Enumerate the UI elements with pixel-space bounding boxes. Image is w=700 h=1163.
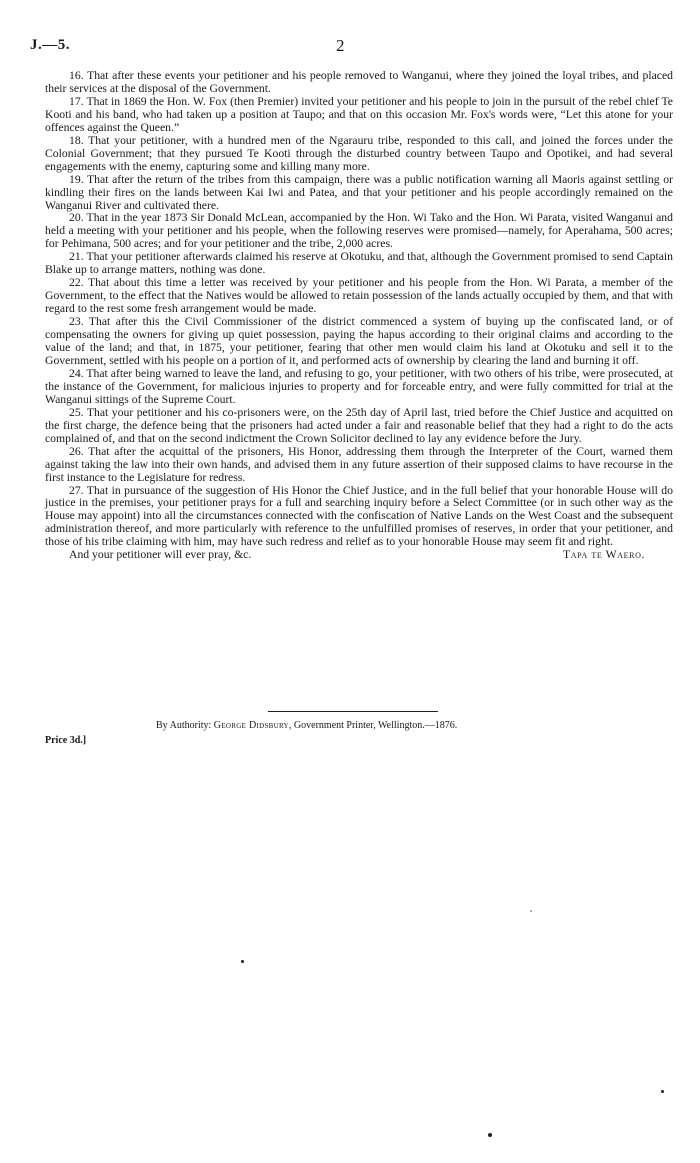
- scan-speck: [661, 1090, 664, 1093]
- paragraph: 24. That after being warned to leave the land, and refusing to go, your petitioner, with two others of his tribe, were prosecuted, at the instance of the Government, for malicious injuries to property and for forceable entry, and were fully committed for trial at the Wanganui sittings of the Supreme Court.: [45, 366, 673, 406]
- printer-imprint: [156, 720, 457, 731]
- paragraph: 23. That after this the Civil Commissioner of the district commenced a system of buying up the confiscated land, or of compensating the owners for giving up quiet possession, paying the hapus according to their original claims and according to the value of the land; and that, in 1875, your petitioner, fearing that other men would claim his land at Okotuku and sell it to the Government, settled with his people on a portion of it, and performed acts of ownership by clearing the land and burning it off.: [45, 315, 673, 367]
- paragraph: 19. That after the return of the tribes from this campaign, there was a public notification warning all Maoris against settling or kindling their fires on the lands between Kai Iwi and Patea, and that your petitioner and his people accordingly remained on the Wanganui River and cultivated there.: [45, 172, 673, 212]
- paragraph: 27. That in pursuance of the suggestion of His Honor the Chief Justice, and in the full belief that your honorable House will do justice in the premises, your petitioner prays for a full and searching inquiry before a Select Committee (or in such other way as the House may appoint) into all the circumstances connected with the confiscation of Native Lands on the West Coast and the subsequent administration thereof, and more particularly with reference to the unfulfilled promises of reserves, in order that your petitioner, and those of his tribe claiming with him, may have such redress and relief as to your honorable House may seem fit and right.: [45, 483, 673, 549]
- paragraph: 17. That in 1869 the Hon. W. Fox (then Premier) invited your petitioner and his people to join in the pursuit of the rebel chief Te Kooti and his band, who had taken up a position at Taupo; and that on this occasion Mr. Fox's words were, “Let this atone for your offences against the Queen.”: [45, 94, 673, 134]
- closing-line: [45, 549, 673, 562]
- price-label: Price 3d.]: [45, 735, 87, 746]
- divider-rule: [268, 711, 438, 712]
- paragraph: 21. That your petitioner afterwards claimed his reserve at Okotuku, and that, although the Government promised to send Captain Blake up to arrange matters, nothing was done.: [45, 250, 673, 277]
- paragraph: 20. That in the year 1873 Sir Donald McLean, accompanied by the Hon. Wi Tako and the Hon. Wi Parata, visited Wanganui and held a meeting with your petitioner and his people, when the following reserves were promised—namely, for Aperahama, 500 acres; for Pehimana, 500 acres; and for your petitioner and the tribe, 2,000 acres.: [45, 211, 673, 251]
- paragraph: 18. That your petitioner, with a hundred men of the Ngarauru tribe, responded to this call, and joined the forces under the Colonial Government; that they pursued Te Kooti through the disturbed country between Taupo and Opotikei, and had several engagements with the enemy, capturing some and killing many more.: [45, 133, 673, 173]
- imprint-prefix: By Authority:: [156, 720, 212, 731]
- report-reference: J.—5.: [30, 37, 70, 53]
- petition-body: [45, 70, 673, 562]
- paragraph: 22. That about this time a letter was received by your petitioner and his people from the Hon. Wi Parata, a member of the Government, to the effect that the Natives would be allowed to retain possession of the lands actually occupied by them, and that with regard to the rest some fresh arrangement would be made.: [45, 276, 673, 316]
- signature: Tapa te Waero.: [563, 548, 645, 562]
- scan-speck: [241, 960, 244, 963]
- paragraph: 16. That after these events your petitioner and his people removed to Wanganui, where they joined the loyal tribes, and placed their services at the disposal of the Government.: [45, 69, 673, 95]
- imprint-suffix: , Government Printer, Wellington.—1876.: [288, 720, 458, 731]
- paragraph: 25. That your petitioner and his co-prisoners were, on the 25th day of April last, tried before the Chief Justice and acquitted on the first charge, the defence being that the prisoners had acted under a fair and reasonable belief that they had a right to do the acts complained of, and that on the second indictment the Crown Solicitor declined to lay any evidence before the Jury.: [45, 405, 673, 445]
- paragraph: 26. That after the acquittal of the prisoners, His Honor, addressing them through the Interpreter of the Court, warned them against taking the law into their own hands, and advised them in any future assertion of their supposed claims to have recourse in the first instance to the Legislature for redress.: [45, 444, 673, 484]
- page-number: 2: [336, 36, 345, 55]
- scan-speck: [488, 1133, 492, 1137]
- printer-name: George Didsbury: [213, 720, 289, 731]
- scan-speck: [530, 910, 532, 912]
- closing-text: And your petitioner will ever pray, &c.: [69, 548, 252, 562]
